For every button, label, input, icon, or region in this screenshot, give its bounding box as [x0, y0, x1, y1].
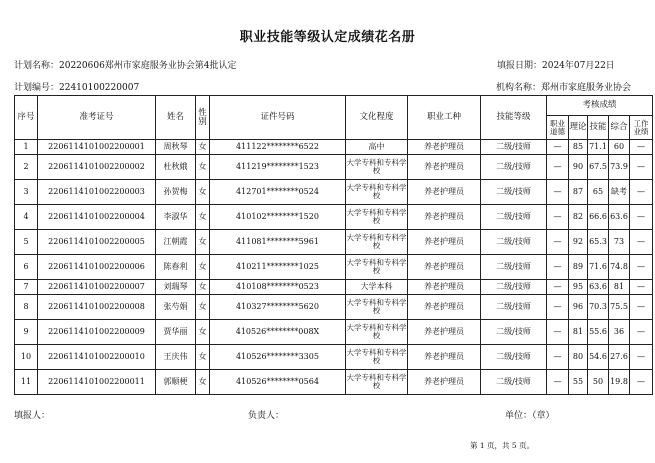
header-id-no: 证件号码 — [210, 96, 346, 140]
table-body — [15, 140, 653, 395]
cell-theory: 95 — [569, 280, 588, 295]
header-gender: 性别 — [196, 96, 210, 140]
cell-work: — — [630, 229, 653, 254]
cell-ethics: — — [547, 344, 569, 369]
cell-theory: 92 — [569, 229, 588, 254]
cell-skill: 67.5 — [588, 154, 609, 179]
table-row — [15, 294, 653, 319]
cell-gender: 女 — [196, 369, 210, 394]
cell-occupation: 养老护理员 — [408, 229, 481, 254]
cell-exam-no: 2206114101002200011 — [38, 369, 156, 394]
cell-ethics: — — [547, 179, 569, 204]
table-row — [15, 204, 653, 229]
fill-date: 填报日期：2024年07月22日 — [497, 61, 615, 71]
cell-level: 二级/技师 — [481, 254, 547, 279]
cell-education: 大学本科 — [346, 280, 408, 295]
cell-overall: 36 — [609, 319, 630, 344]
cell-level: 二级/技师 — [481, 280, 547, 295]
cell-overall: 19.8 — [609, 369, 630, 394]
cell-work: — — [630, 154, 653, 179]
cell-id-no: 410526********0564 — [210, 369, 346, 394]
cell-ethics: — — [547, 154, 569, 179]
cell-theory: 80 — [569, 344, 588, 369]
cell-exam-no: 2206114101002200004 — [38, 204, 156, 229]
cell-skill: 50 — [588, 369, 609, 394]
cell-id-no: 410211********1025 — [210, 254, 346, 279]
table-row — [15, 369, 653, 394]
cell-seq: 1 — [15, 140, 38, 155]
cell-id-no: 410108********0523 — [210, 280, 346, 295]
cell-occupation: 养老护理员 — [408, 319, 481, 344]
cell-education: 大学专科和专科学校 — [346, 179, 408, 204]
cell-ethics: — — [547, 229, 569, 254]
cell-work: — — [630, 140, 653, 155]
cell-theory: 89 — [569, 254, 588, 279]
cell-id-no: 410102********1520 — [210, 204, 346, 229]
cell-exam-no: 2206114101002200005 — [38, 229, 156, 254]
cell-id-no: 411081********5961 — [210, 229, 346, 254]
table-row — [15, 140, 653, 155]
cell-level: 二级/技师 — [481, 344, 547, 369]
cell-name: 张芍娟 — [156, 294, 196, 319]
cell-seq: 6 — [15, 254, 38, 279]
cell-gender: 女 — [196, 154, 210, 179]
cell-overall: 60 — [609, 140, 630, 155]
cell-work: — — [630, 179, 653, 204]
cell-overall: 81 — [609, 280, 630, 295]
cell-id-no: 410327********5620 — [210, 294, 346, 319]
cell-work: — — [630, 369, 653, 394]
cell-level: 二级/技师 — [481, 229, 547, 254]
cell-level: 二级/技师 — [481, 154, 547, 179]
cell-name: 郭顺梗 — [156, 369, 196, 394]
cell-gender: 女 — [196, 140, 210, 155]
cell-name: 贾华丽 — [156, 319, 196, 344]
cell-id-no: 412701********0524 — [210, 179, 346, 204]
cell-name: 陈春利 — [156, 254, 196, 279]
cell-gender: 女 — [196, 229, 210, 254]
cell-ethics: — — [547, 140, 569, 155]
cell-skill: 71.1 — [588, 140, 609, 155]
cell-exam-no: 2206114101002200001 — [38, 140, 156, 155]
cell-occupation: 养老护理员 — [408, 179, 481, 204]
cell-name: 王庆伟 — [156, 344, 196, 369]
cell-name: 杜秋娥 — [156, 154, 196, 179]
cell-gender: 女 — [196, 319, 210, 344]
cell-work: — — [630, 319, 653, 344]
cell-level: 二级/技师 — [481, 369, 547, 394]
cell-overall: 73 — [609, 229, 630, 254]
cell-seq: 7 — [15, 280, 38, 295]
cell-name: 江朝霞 — [156, 229, 196, 254]
cell-occupation: 养老护理员 — [408, 294, 481, 319]
cell-skill: 65.3 — [588, 229, 609, 254]
table-row — [15, 154, 653, 179]
cell-occupation: 养老护理员 — [408, 344, 481, 369]
cell-seq: 8 — [15, 294, 38, 319]
header-work: 工作业绩 — [630, 116, 653, 140]
cell-exam-no: 2206114101002200008 — [38, 294, 156, 319]
cell-gender: 女 — [196, 204, 210, 229]
cell-work: — — [630, 254, 653, 279]
cell-name: 刘瑞琴 — [156, 280, 196, 295]
cell-exam-no: 2206114101002200002 — [38, 154, 156, 179]
cell-seq: 5 — [15, 229, 38, 254]
header-level: 技能等级 — [481, 96, 547, 140]
cell-name: 周秋琴 — [156, 140, 196, 155]
cell-id-no: 411122********6522 — [210, 140, 346, 155]
cell-level: 二级/技师 — [481, 204, 547, 229]
cell-gender: 女 — [196, 280, 210, 295]
cell-work: — — [630, 204, 653, 229]
cell-exam-no: 2206114101002200006 — [38, 254, 156, 279]
cell-seq: 4 — [15, 204, 38, 229]
plan-number: 计划编号：22410100220007 — [14, 83, 140, 93]
cell-education: 大学专科和专科学校 — [346, 294, 408, 319]
cell-education: 大学专科和专科学校 — [346, 154, 408, 179]
cell-work: — — [630, 344, 653, 369]
cell-name: 孙贺梅 — [156, 179, 196, 204]
cell-overall: 74.8 — [609, 254, 630, 279]
cell-overall: 27.6 — [609, 344, 630, 369]
cell-level: 二级/技师 — [481, 140, 547, 155]
cell-theory: 81 — [569, 319, 588, 344]
cell-work: — — [630, 294, 653, 319]
cell-seq: 10 — [15, 344, 38, 369]
cell-gender: 女 — [196, 179, 210, 204]
header-name: 姓名 — [156, 96, 196, 140]
cell-seq: 3 — [15, 179, 38, 204]
cell-occupation: 养老护理员 — [408, 154, 481, 179]
cell-ethics: — — [547, 280, 569, 295]
cell-education: 大学专科和专科学校 — [346, 229, 408, 254]
cell-education: 大学专科和专科学校 — [346, 369, 408, 394]
cell-id-no: 411219********1523 — [210, 154, 346, 179]
cell-theory: 96 — [569, 294, 588, 319]
cell-skill: 54.6 — [588, 344, 609, 369]
cell-name: 李淑华 — [156, 204, 196, 229]
cell-exam-no: 2206114101002200003 — [38, 179, 156, 204]
cell-seq: 11 — [15, 369, 38, 394]
cell-education: 大学专科和专科学校 — [346, 344, 408, 369]
table-row — [15, 229, 653, 254]
filler-label: 填报人： — [14, 411, 51, 421]
cell-overall: 缺考 — [609, 179, 630, 204]
cell-skill: 65 — [588, 179, 609, 204]
cell-work: — — [630, 280, 653, 295]
cell-education: 大学专科和专科学校 — [346, 254, 408, 279]
cell-seq: 9 — [15, 319, 38, 344]
header-ethics: 职业道德 — [547, 116, 569, 140]
cell-exam-no: 2206114101002200007 — [38, 280, 156, 295]
cell-overall: 75.5 — [609, 294, 630, 319]
cell-occupation: 养老护理员 — [408, 369, 481, 394]
header-education: 文化程度 — [346, 96, 408, 140]
header-exam-no: 准考证号 — [38, 96, 156, 140]
cell-ethics: — — [547, 254, 569, 279]
score-roster-table — [14, 95, 653, 395]
cell-overall: 73.9 — [609, 154, 630, 179]
cell-exam-no: 2206114101002200010 — [38, 344, 156, 369]
cell-education: 高中 — [346, 140, 408, 155]
table-row — [15, 179, 653, 204]
cell-theory: 90 — [569, 154, 588, 179]
org-name: 机构名称：郑州市家庭服务业协会 — [496, 83, 632, 93]
cell-level: 二级/技师 — [481, 319, 547, 344]
cell-occupation: 养老护理员 — [408, 204, 481, 229]
table-row — [15, 319, 653, 344]
plan-name: 计划名称：20220606郑州市家庭服务业协会第4批认定 — [14, 61, 237, 71]
cell-gender: 女 — [196, 344, 210, 369]
header-seq: 序号 — [15, 96, 38, 140]
cell-gender: 女 — [196, 294, 210, 319]
unit-seal-label: 单位：（章） — [505, 411, 555, 421]
cell-education: 大学专科和专科学校 — [346, 319, 408, 344]
header-occupation: 职业工种 — [408, 96, 481, 140]
cell-gender: 女 — [196, 254, 210, 279]
cell-skill: 71.6 — [588, 254, 609, 279]
cell-seq: 2 — [15, 154, 38, 179]
table-row — [15, 344, 653, 369]
cell-theory: 87 — [569, 179, 588, 204]
table-row — [15, 280, 653, 295]
cell-id-no: 410526********3305 — [210, 344, 346, 369]
cell-skill: 55.6 — [588, 319, 609, 344]
cell-ethics: — — [547, 319, 569, 344]
cell-occupation: 养老护理员 — [408, 280, 481, 295]
cell-theory: 82 — [569, 204, 588, 229]
header-theory: 理论 — [569, 116, 588, 140]
cell-theory: 85 — [569, 140, 588, 155]
cell-ethics: — — [547, 294, 569, 319]
cell-overall: 63.6 — [609, 204, 630, 229]
cell-level: 二级/技师 — [481, 179, 547, 204]
responsible-label: 负责人： — [248, 411, 285, 421]
cell-level: 二级/技师 — [481, 294, 547, 319]
cell-occupation: 养老护理员 — [408, 254, 481, 279]
header-overall: 综合 — [609, 116, 630, 140]
header-skill: 技能 — [588, 116, 609, 140]
cell-education: 大学专科和专科学校 — [346, 204, 408, 229]
cell-occupation: 养老护理员 — [408, 140, 481, 155]
cell-ethics: — — [547, 204, 569, 229]
cell-exam-no: 2206114101002200009 — [38, 319, 156, 344]
cell-id-no: 410526********008X — [210, 319, 346, 344]
header-scores: 考核成绩 — [547, 96, 653, 116]
document-title: 职业技能等级认定成绩花名册 — [239, 30, 416, 45]
cell-ethics: — — [547, 369, 569, 394]
table-row — [15, 254, 653, 279]
cell-skill: 63.6 — [588, 280, 609, 295]
page-indicator: 第 1 页，共 5 页。 — [470, 441, 535, 450]
cell-skill: 70.3 — [588, 294, 609, 319]
cell-theory: 55 — [569, 369, 588, 394]
cell-skill: 66.6 — [588, 204, 609, 229]
